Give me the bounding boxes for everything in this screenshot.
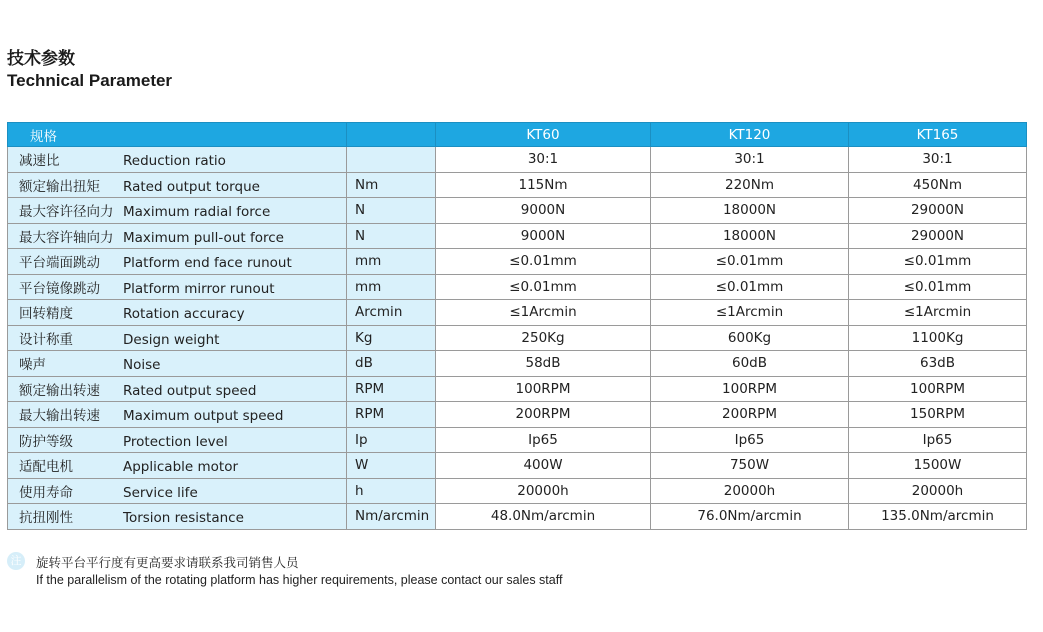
param-value: 150RPM (849, 402, 1027, 428)
param-unit: mm (347, 249, 436, 275)
spec-table (7, 122, 1027, 530)
param-name-cn: 使用寿命 (19, 484, 73, 501)
table-row (8, 351, 1027, 377)
param-name-cn: 防护等级 (19, 433, 73, 450)
table-row (8, 325, 1027, 351)
param-value: 100RPM (436, 376, 651, 402)
param-unit: h (347, 478, 436, 504)
param-value: ≤0.01mm (436, 249, 651, 275)
param-name-cn: 额定输出转速 (19, 382, 100, 399)
param-value: 48.0Nm/arcmin (436, 504, 651, 530)
param-name-cn: 最大容许径向力 (19, 204, 114, 221)
param-unit: RPM (347, 376, 436, 402)
param-name-en: Maximum radial force (123, 204, 271, 221)
param-label (8, 376, 347, 402)
param-name-cn: 噪声 (19, 357, 46, 374)
param-name-en: Design weight (123, 331, 220, 348)
param-label (8, 504, 347, 530)
param-unit: mm (347, 274, 436, 300)
table-row (8, 147, 1027, 173)
param-name-en: Rotation accuracy (123, 306, 245, 323)
param-value: 18000N (651, 223, 849, 249)
param-name-cn: 最大输出转速 (19, 408, 100, 425)
param-name-en: Maximum pull-out force (123, 229, 284, 246)
param-name-en: Torsion resistance (123, 510, 244, 527)
note-text-en: If the parallelism of the rotating platform has higher requirements, please contact our sales staff (36, 573, 563, 587)
param-name-en: Protection level (123, 433, 228, 450)
param-value: 29000N (849, 223, 1027, 249)
param-label (8, 300, 347, 326)
param-label (8, 198, 347, 224)
param-value: ≤0.01mm (849, 249, 1027, 275)
table-row (8, 453, 1027, 479)
param-label (8, 351, 347, 377)
param-unit: Ip (347, 427, 436, 453)
param-value: 135.0Nm/arcmin (849, 504, 1027, 530)
table-row (8, 274, 1027, 300)
param-value: ≤0.01mm (651, 274, 849, 300)
table-row (8, 300, 1027, 326)
table-row (8, 376, 1027, 402)
param-value: 20000h (651, 478, 849, 504)
param-value: ≤1Arcmin (849, 300, 1027, 326)
param-label (8, 402, 347, 428)
page-heading-en: Technical Parameter (7, 71, 173, 90)
param-value: 750W (651, 453, 849, 479)
param-label (8, 478, 347, 504)
table-row (8, 402, 1027, 428)
param-name-en: Rated output speed (123, 382, 257, 399)
param-name-en: Platform end face runout (123, 255, 292, 272)
param-unit: N (347, 198, 436, 224)
param-name-cn: 平台端面跳动 (19, 255, 100, 272)
table-row (8, 249, 1027, 275)
param-name-en: Maximum output speed (123, 408, 284, 425)
param-value: 30:1 (651, 147, 849, 173)
note-text-cn: 旋转平台平行度有更高要求请联系我司销售人员 (36, 555, 299, 570)
table-row (8, 478, 1027, 504)
param-value: 200RPM (651, 402, 849, 428)
param-label (8, 274, 347, 300)
param-name-cn: 平台镜像跳动 (19, 280, 100, 297)
param-value: Ip65 (651, 427, 849, 453)
param-name-cn: 抗扭刚性 (19, 510, 73, 527)
param-value: 30:1 (849, 147, 1027, 173)
param-name-cn: 额定输出扭矩 (19, 178, 100, 195)
note-icon: 注 (7, 552, 25, 570)
table-row (8, 504, 1027, 530)
param-label (8, 172, 347, 198)
param-value: 600Kg (651, 325, 849, 351)
param-value: Ip65 (849, 427, 1027, 453)
param-unit: Arcmin (347, 300, 436, 326)
param-value: ≤1Arcmin (651, 300, 849, 326)
table-row (8, 427, 1027, 453)
model-header-kt120: KT120 (651, 123, 849, 147)
param-name-cn: 回转精度 (19, 306, 73, 323)
param-value: 29000N (849, 198, 1027, 224)
param-value: 250Kg (436, 325, 651, 351)
param-unit: Nm/arcmin (347, 504, 436, 530)
param-value: ≤0.01mm (436, 274, 651, 300)
spec-table-header (8, 123, 1027, 147)
param-value: 115Nm (436, 172, 651, 198)
param-value: 450Nm (849, 172, 1027, 198)
param-value: 63dB (849, 351, 1027, 377)
param-name-en: Noise (123, 357, 161, 374)
param-value: 200RPM (436, 402, 651, 428)
param-value: 58dB (436, 351, 651, 377)
param-unit: RPM (347, 402, 436, 428)
param-label (8, 427, 347, 453)
param-value: 20000h (436, 478, 651, 504)
table-row (8, 172, 1027, 198)
param-value: 9000N (436, 198, 651, 224)
param-name-en: Rated output torque (123, 178, 260, 195)
param-value: ≤0.01mm (651, 249, 849, 275)
param-value: 20000h (849, 478, 1027, 504)
param-value: 1100Kg (849, 325, 1027, 351)
param-unit: Nm (347, 172, 436, 198)
param-name-cn: 适配电机 (19, 459, 73, 476)
param-label (8, 147, 347, 173)
param-unit (347, 147, 436, 173)
param-unit: Kg (347, 325, 436, 351)
param-label (8, 249, 347, 275)
model-header-kt60: KT60 (436, 123, 651, 147)
param-value: ≤0.01mm (849, 274, 1027, 300)
param-value: 220Nm (651, 172, 849, 198)
param-name-en: Applicable motor (123, 459, 239, 476)
param-value: 100RPM (651, 376, 849, 402)
param-value: 9000N (436, 223, 651, 249)
param-value: 30:1 (436, 147, 651, 173)
page-heading-cn: 技术参数 (7, 49, 75, 69)
model-header-kt165: KT165 (849, 123, 1027, 147)
param-label (8, 453, 347, 479)
param-name-cn: 减速比 (19, 153, 60, 170)
param-label (8, 325, 347, 351)
table-row (8, 223, 1027, 249)
param-value: 400W (436, 453, 651, 479)
param-unit: N (347, 223, 436, 249)
param-value: 60dB (651, 351, 849, 377)
param-value: 100RPM (849, 376, 1027, 402)
param-value: Ip65 (436, 427, 651, 453)
param-value: 76.0Nm/arcmin (651, 504, 849, 530)
unit-header (347, 123, 436, 147)
param-value: 18000N (651, 198, 849, 224)
param-unit: W (347, 453, 436, 479)
param-label (8, 223, 347, 249)
param-name-en: Platform mirror runout (123, 280, 275, 297)
param-name-cn: 设计称重 (19, 331, 73, 348)
spec-header-label: 规格 (8, 123, 347, 147)
param-name-en: Service life (123, 484, 198, 501)
param-value: ≤1Arcmin (436, 300, 651, 326)
param-unit: dB (347, 351, 436, 377)
param-name-cn: 最大容许轴向力 (19, 229, 114, 246)
param-name-en: Reduction ratio (123, 153, 226, 170)
param-value: 1500W (849, 453, 1027, 479)
table-row (8, 198, 1027, 224)
